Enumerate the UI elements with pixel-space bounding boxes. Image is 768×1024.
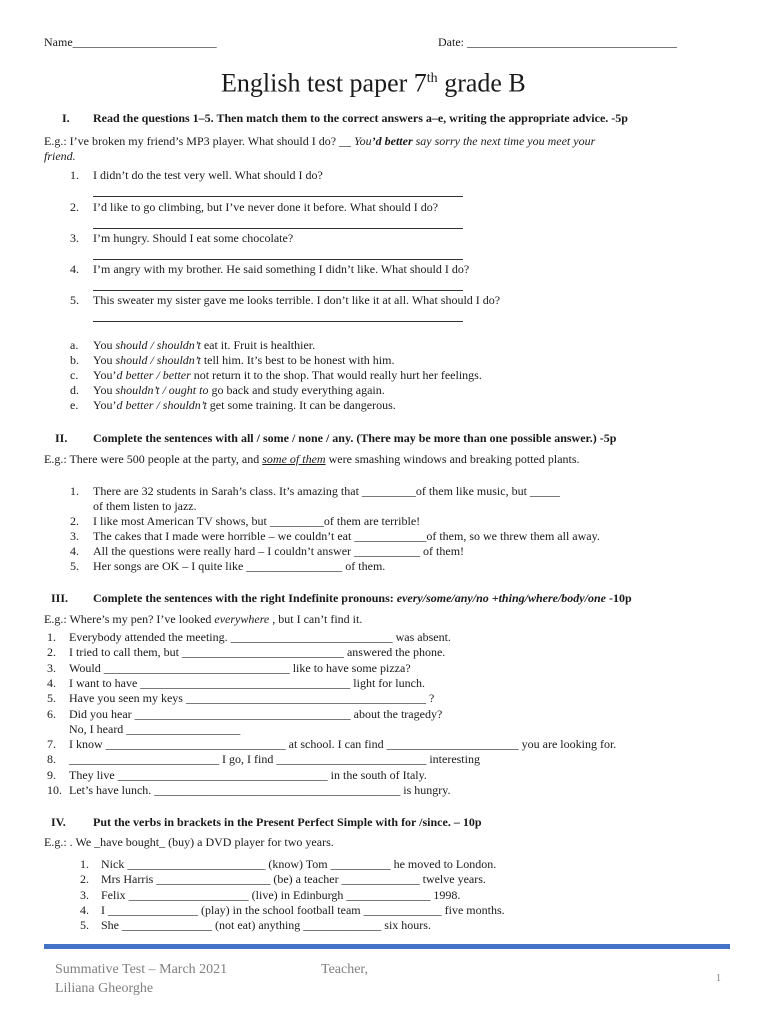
- footer-teacher-name: Liliana Gheorghe: [55, 981, 154, 996]
- item-number: 4.: [80, 902, 89, 917]
- date-field: Date: ___________________________________: [438, 35, 677, 49]
- footer-bar: [44, 944, 730, 949]
- item-number: 8.: [47, 752, 56, 767]
- question-text: I’m hungry. Should I eat some chocolate?: [93, 231, 294, 245]
- section-3-instruction: Complete the sentences with the right Indefinite pronouns: every/some/any/no +thing/where/body/one -10p: [93, 591, 632, 605]
- item-number: 3.: [47, 660, 56, 675]
- item-text: Have you seen my keys ________________________________________ ?: [69, 691, 435, 706]
- section-2-numeral: II.: [55, 431, 68, 445]
- section-1-example: E.g.: I’ve broken my friend’s MP3 player. What should I do? __ You’d better say sorry the next time you meet your: [44, 134, 596, 148]
- answer-line[interactable]: [93, 290, 463, 291]
- answer-text: You should / shouldn’t eat it. Fruit is healthier.: [93, 338, 316, 352]
- item-text: There are 32 students in Sarah’s class. It’s amazing that _________of them like music, but _____: [93, 484, 560, 498]
- question-text: I didn’t do the test very well. What should I do?: [93, 168, 323, 182]
- name-field: Name________________________: [44, 35, 217, 49]
- answer-line[interactable]: [93, 196, 463, 197]
- item-number: 3.: [80, 887, 89, 902]
- item-text: of them listen to jazz.: [93, 499, 197, 513]
- question-text: I’d like to go climbing, but I’ve never done it before. What should I do?: [93, 200, 439, 214]
- item-number: 7.: [47, 737, 56, 752]
- item-text: Let’s have lunch. _________________________________________ is hungry.: [69, 783, 451, 797]
- answer-letter: a.: [70, 338, 79, 352]
- item-number: 4.: [47, 675, 56, 690]
- item-text: I tried to call them, but ___________________________ answered the phone.: [69, 645, 446, 660]
- item-number: 2.: [47, 645, 56, 660]
- item-text: Felix ____________________ (live) in Edinburgh ______________ 1998.: [101, 887, 461, 902]
- answer-letter: c.: [70, 368, 79, 382]
- item-number: 1.: [47, 630, 56, 644]
- question-text: This sweater my sister gave me looks terrible. I don’t like it at all. What should I do?: [93, 293, 501, 307]
- question-number: 3.: [70, 231, 79, 245]
- question-text: I’m angry with my brother. He said something I didn’t like. What should I do?: [93, 262, 470, 276]
- item-text: I _______________ (play) in the school football team _____________ five months.: [101, 902, 505, 917]
- item-text: The cakes that I made were horrible – we couldn’t eat ____________of them, so we threw them all away.: [93, 529, 600, 543]
- item-text: She _______________ (not eat) anything _____________ six hours.: [101, 918, 431, 933]
- answer-line[interactable]: [93, 228, 463, 229]
- section-1-example-cont: friend.: [44, 149, 76, 163]
- item-number: 1.: [80, 857, 89, 871]
- question-number: 4.: [70, 262, 79, 276]
- question-number: 1.: [70, 168, 79, 182]
- page-number: 1: [716, 973, 721, 984]
- item-number: 9.: [47, 767, 56, 782]
- item-text: All the questions were really hard – I couldn’t answer ___________ of them!: [93, 544, 465, 558]
- answer-line[interactable]: [93, 321, 463, 322]
- item-number: 4.: [70, 544, 79, 558]
- item-text: _________________________ I go, I find _________________________ interesting: [69, 752, 480, 767]
- item-text: They live ___________________________________ in the south of Italy.: [69, 767, 427, 782]
- item-number: 2.: [80, 872, 89, 887]
- section-1-instruction: Read the questions 1–5. Then match them to the correct answers a–e, writing the appropriate advice. -5p: [93, 111, 628, 125]
- answer-letter: e.: [70, 398, 79, 412]
- item-text: No, I heard ___________________: [69, 721, 241, 736]
- item-number: 3.: [70, 529, 79, 543]
- item-number: 10.: [47, 783, 62, 797]
- section-2-example: E.g.: There were 500 people at the party, and some of them were smashing windows and breaking potted plants.: [44, 452, 580, 466]
- answer-letter: b.: [70, 353, 79, 367]
- section-1-numeral: I.: [62, 111, 70, 125]
- item-text: I want to have ___________________________________ light for lunch.: [69, 675, 425, 690]
- footer-test-title: Summative Test – March 2021: [55, 962, 228, 977]
- answer-line[interactable]: [93, 259, 463, 260]
- item-number: 5.: [70, 559, 79, 573]
- section-3-example: E.g.: Where’s my pen? I’ve looked everywhere , but I can’t find it.: [44, 612, 363, 626]
- answer-text: You’d better / better not return it to the shop. That would really hurt her feelings.: [93, 368, 482, 382]
- question-number: 5.: [70, 293, 79, 307]
- item-number: 1.: [70, 484, 79, 498]
- item-text: I like most American TV shows, but _________of them are terrible!: [93, 514, 421, 528]
- footer-teacher-label: Teacher,: [321, 962, 369, 977]
- item-number: 6.: [47, 706, 56, 721]
- item-text: Everybody attended the meeting. ___________________________ was absent.: [69, 630, 451, 644]
- section-4-example: E.g.: . We _have bought_ (buy) a DVD player for two years.: [44, 835, 334, 849]
- item-number: 5.: [47, 691, 56, 706]
- section-4-numeral: IV.: [51, 815, 66, 829]
- answer-text: You should / shouldn’t tell him. It’s best to be honest with him.: [93, 353, 395, 367]
- answer-letter: d.: [70, 383, 79, 397]
- answer-text: You shouldn’t / ought to go back and study everything again.: [93, 383, 385, 397]
- item-text: Did you hear ____________________________________ about the tragedy?: [69, 706, 443, 721]
- item-number: 2.: [70, 514, 79, 528]
- section-4-instruction: Put the verbs in brackets in the Present Perfect Simple with for /since. – 10p: [93, 815, 482, 829]
- section-2-instruction: Complete the sentences with all / some / none / any. (There may be more than one possible answer.) -5p: [93, 431, 617, 445]
- page-title: English test paper 7th grade B: [221, 68, 526, 98]
- section-3-numeral: III.: [51, 591, 69, 605]
- item-number: 5.: [80, 918, 89, 933]
- item-text: I know ______________________________ at school. I can find ______________________ you are looking for.: [69, 737, 617, 752]
- answer-text: You’d better / shouldn’t get some training. It can be dangerous.: [93, 398, 396, 412]
- item-text: Nick _______________________ (know) Tom __________ he moved to London.: [101, 857, 497, 871]
- item-text: Mrs Harris ___________________ (be) a teacher _____________ twelve years.: [101, 872, 486, 887]
- item-text: Would _______________________________ like to have some pizza?: [69, 660, 411, 675]
- question-number: 2.: [70, 200, 79, 214]
- item-text: Her songs are OK – I quite like ________________ of them.: [93, 559, 386, 573]
